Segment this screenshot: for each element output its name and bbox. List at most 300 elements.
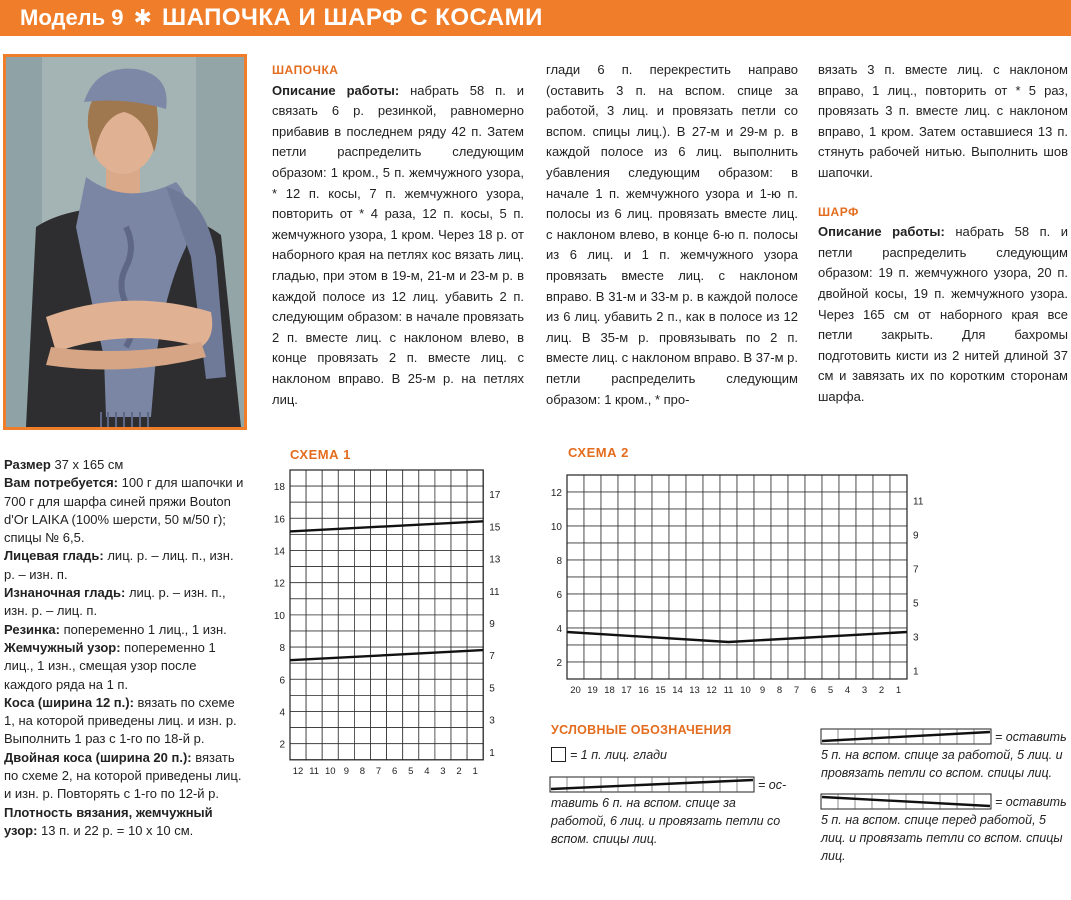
schema2-cell — [686, 662, 703, 679]
schema2-cell — [686, 594, 703, 611]
schema2-cell — [771, 577, 788, 594]
schema1-cell — [290, 695, 306, 711]
schema2-cell — [856, 594, 873, 611]
schema1-cell — [387, 679, 403, 695]
schema2-bottom-label: 20 — [570, 685, 581, 696]
schema2-left-label: 2 — [556, 658, 562, 669]
schema1-cell — [419, 599, 435, 615]
schema2-cell — [771, 611, 788, 628]
model-photo — [3, 54, 247, 430]
schema1-cell — [451, 518, 467, 534]
schema2-right-label: 3 — [913, 632, 919, 644]
schema2-bottom-label: 16 — [638, 685, 649, 696]
schema1-cell — [371, 534, 387, 550]
schema2-cell — [737, 526, 754, 543]
schema2-cell — [737, 509, 754, 526]
schema1-cell — [322, 502, 338, 518]
schema1-cell — [338, 534, 354, 550]
schema2-cell — [686, 475, 703, 492]
schema1-cell — [306, 631, 322, 647]
schema1-cell — [322, 728, 338, 744]
schema2-cell — [873, 645, 890, 662]
schema2-cell — [890, 560, 907, 577]
schema2-cell — [839, 509, 856, 526]
schema1-cell — [403, 679, 419, 695]
schema1-cell — [306, 470, 322, 486]
schema2-cell — [771, 509, 788, 526]
schema2-cell — [890, 526, 907, 543]
schema2-cell — [822, 560, 839, 577]
schema1-cell — [338, 679, 354, 695]
schema2-right-label: 11 — [913, 496, 924, 508]
schema2-left-label: 10 — [550, 522, 562, 533]
schema2-cell — [618, 543, 635, 560]
spec-materials: Вам потребуется: 100 г для шапочки и 700 г для шарфа синей пряжи Bouton d'Or LAIKA (100% шерсти, 50 м/50 г); спицы № 6,5. — [4, 475, 244, 546]
schema1-cell — [451, 470, 467, 486]
schema1-cell — [290, 615, 306, 631]
schema2-cell — [873, 611, 890, 628]
schema1-cell — [387, 744, 403, 760]
schema2-cell — [788, 594, 805, 611]
legend-cross-5-back-icon — [820, 728, 992, 746]
schema1-cell — [403, 583, 419, 599]
schema1-cell — [306, 695, 322, 711]
schema1-right-label: 11 — [489, 586, 500, 598]
star-icon: ✱ — [133, 5, 152, 30]
schema1-cell — [338, 470, 354, 486]
schema2-cell — [839, 594, 856, 611]
schema1-cell — [306, 744, 322, 760]
schema1-cell — [387, 631, 403, 647]
schema1-cell — [306, 583, 322, 599]
schema1-cell — [387, 583, 403, 599]
schema1-cell — [338, 615, 354, 631]
schema2-cell — [754, 560, 771, 577]
schema2-cell — [822, 509, 839, 526]
schema2-cell — [567, 645, 584, 662]
schema2-cell — [686, 645, 703, 662]
schema2-cell — [805, 526, 822, 543]
schema1-right-label: 17 — [489, 490, 501, 502]
schema1-cell — [338, 599, 354, 615]
schema2-cell — [618, 662, 635, 679]
schema1-cell — [387, 712, 403, 728]
schema2-cell — [635, 577, 652, 594]
schema1-cell — [322, 615, 338, 631]
schema2-cell — [635, 560, 652, 577]
schema2-cell — [771, 662, 788, 679]
schema1-cell — [403, 631, 419, 647]
schema2-cell — [754, 475, 771, 492]
schema1-bottom-label: 8 — [359, 765, 366, 777]
schema2-cell — [652, 509, 669, 526]
spec-gauge: Плотность вязания, жемчужный узор: 13 п. и 22 р. = 10 х 10 см. — [4, 804, 213, 838]
schema2-cell — [805, 509, 822, 526]
schema2-cell — [669, 594, 686, 611]
schema1-cell — [354, 744, 370, 760]
schema1-cell — [322, 583, 338, 599]
schema2-cell — [822, 526, 839, 543]
schema2-cell — [669, 611, 686, 628]
schema2-cell — [771, 526, 788, 543]
schema1-right-label: 5 — [489, 683, 495, 695]
hat-text-3: вязать 3 п. вместе лиц. с наклоном вправо, 1 лиц., повторить от * 5 раз, провязать 3 п. вместе лиц. с наклоном вправо, 1 кром. Затем оставшиеся 13 п. стянуть рабочей нитью. Выполнить шов шапочки. — [818, 62, 1068, 180]
schema2-cell — [567, 594, 584, 611]
spec-ribbing: Резинка: попеременно 1 лиц., 1 изн. — [4, 621, 227, 637]
schema1-cell — [322, 631, 338, 647]
schema2-cell — [873, 594, 890, 611]
schema1-cell — [290, 502, 306, 518]
schema1-cell — [451, 663, 467, 679]
schema2-cell — [703, 543, 720, 560]
schema1-cell — [467, 470, 483, 486]
schema2-cell — [652, 645, 669, 662]
schema1-cell — [467, 486, 483, 502]
schema1-cell — [419, 695, 435, 711]
schema2-cell — [618, 560, 635, 577]
schema2-cell — [635, 526, 652, 543]
schema2-cell — [890, 645, 907, 662]
schema2-cell — [720, 662, 737, 679]
schema2-bottom-label: 18 — [604, 685, 615, 696]
schema1-cell — [338, 728, 354, 744]
schema1-cell — [290, 599, 306, 615]
schema2-cell — [652, 594, 669, 611]
schema2-cell — [652, 611, 669, 628]
schema2-right-label: 7 — [913, 564, 919, 576]
schema2-cell — [805, 560, 822, 577]
woman-photo-illustration — [6, 57, 244, 427]
schema1-cell — [467, 728, 483, 744]
schema2-cell — [873, 628, 890, 645]
schema1-cell — [387, 470, 403, 486]
schema1-cell — [338, 631, 354, 647]
schema1-cell — [322, 663, 338, 679]
schema2-cell — [805, 594, 822, 611]
schema1-cell — [419, 631, 435, 647]
schema2-cell — [584, 611, 601, 628]
spec-stockinette: Лицевая гладь: лиц. р. – лиц. п., изн. р. – изн. п. — [4, 548, 234, 582]
schema2-cell — [873, 475, 890, 492]
schema2-cell — [669, 475, 686, 492]
specs-list — [4, 456, 248, 840]
schema2-bottom-label: 6 — [810, 685, 817, 696]
schema1-left-label: 8 — [279, 643, 285, 655]
schema2-bottom-label: 10 — [740, 685, 751, 696]
schema2-cell — [737, 662, 754, 679]
schema2-cell — [652, 662, 669, 679]
schema2-cell — [635, 594, 652, 611]
schema1-cell — [451, 695, 467, 711]
schema2-cell — [669, 577, 686, 594]
schema1-cell — [435, 728, 451, 744]
schema2-cell — [567, 509, 584, 526]
schema1-cell — [387, 599, 403, 615]
schema1-cell — [354, 599, 370, 615]
schema2-bottom-label: 7 — [793, 685, 800, 696]
schema1-cell — [371, 551, 387, 567]
schema1-cell — [322, 712, 338, 728]
schema1-cell — [467, 567, 483, 583]
schema2-cell — [839, 526, 856, 543]
schema2-cell — [584, 526, 601, 543]
hat-column-1 — [272, 60, 524, 410]
schema1-cell — [467, 502, 483, 518]
schema1-cell — [371, 599, 387, 615]
schema2-cell — [771, 628, 788, 645]
schema2-cell — [788, 560, 805, 577]
schema2-cell — [584, 577, 601, 594]
schema1-cell — [451, 679, 467, 695]
schema1-cell — [306, 663, 322, 679]
schema1-cell — [306, 567, 322, 583]
schema1-cell — [338, 583, 354, 599]
schema2-cell — [703, 645, 720, 662]
schema2-cell — [567, 526, 584, 543]
schema2-cell — [567, 628, 584, 645]
schema1-cell — [290, 486, 306, 502]
schema2-cell — [567, 475, 584, 492]
schema1-cell — [290, 534, 306, 550]
schema2-cell — [686, 577, 703, 594]
schema1-cell — [322, 470, 338, 486]
schema1-cell — [435, 744, 451, 760]
schema1-cell — [371, 712, 387, 728]
schema1-cell — [387, 567, 403, 583]
schema2-bottom-label: 12 — [706, 685, 717, 696]
schema1-title: СХЕМА 1 — [290, 447, 351, 462]
schema1-cell — [403, 534, 419, 550]
schema2-cell — [669, 526, 686, 543]
schema2-cell — [601, 628, 618, 645]
schema2-cell — [601, 577, 618, 594]
schema1-cell — [322, 486, 338, 502]
schema2-cell — [737, 475, 754, 492]
schema1-cell — [419, 502, 435, 518]
schema2-cell — [805, 577, 822, 594]
schema2-cell — [584, 492, 601, 509]
schema1-cell — [338, 518, 354, 534]
schema1-left-label: 4 — [279, 707, 285, 719]
schema1-cell — [371, 486, 387, 502]
schema2-cell — [669, 509, 686, 526]
schema2-cell — [856, 526, 873, 543]
schema2-cell — [652, 543, 669, 560]
schema2-cell — [703, 509, 720, 526]
schema1-bottom-label: 5 — [408, 765, 414, 777]
schema2-cell — [754, 645, 771, 662]
legend-cross-6-icon — [549, 776, 755, 794]
schema1-cell — [371, 502, 387, 518]
schema1-cell — [371, 615, 387, 631]
schema2-cell — [873, 526, 890, 543]
schema2-cell — [754, 594, 771, 611]
schema1-bottom-label: 11 — [309, 765, 320, 777]
schema2-cell — [720, 509, 737, 526]
schema1-cell — [419, 647, 435, 663]
schema1-cell — [403, 599, 419, 615]
schema1-cell — [451, 647, 467, 663]
schema2-cell — [567, 543, 584, 560]
schema2-left-label: 6 — [556, 590, 562, 601]
schema2-left-label: 4 — [556, 624, 562, 635]
schema1-cell — [290, 679, 306, 695]
schema1-cell — [451, 567, 467, 583]
schema2-cell — [720, 526, 737, 543]
schema1-cell — [371, 663, 387, 679]
schema2-cell — [669, 492, 686, 509]
schema1-cell — [387, 551, 403, 567]
schema2-bottom-label: 4 — [844, 685, 851, 696]
schema1-cell — [403, 567, 419, 583]
schema2-cell — [584, 594, 601, 611]
schema2-cell — [567, 662, 584, 679]
schema2-right-label: 5 — [913, 598, 919, 610]
schema2-cell — [873, 662, 890, 679]
schema2-cell — [737, 645, 754, 662]
schema2-cell — [754, 492, 771, 509]
schema2-cell — [754, 509, 771, 526]
schema2-cell — [720, 611, 737, 628]
schema1-cell — [306, 502, 322, 518]
legend-cross-5-front-icon — [820, 793, 992, 811]
schema2-cell — [839, 560, 856, 577]
schema2-cell — [720, 577, 737, 594]
schema2-cell — [652, 577, 669, 594]
schema1-cell — [338, 486, 354, 502]
legend-item-2-eq: = ос- — [758, 778, 787, 792]
schema2-cell — [584, 543, 601, 560]
schema1-cell — [419, 551, 435, 567]
schema2-cell — [788, 543, 805, 560]
schema1-cell — [354, 728, 370, 744]
schema2-cell — [618, 577, 635, 594]
schema2-cell — [822, 662, 839, 679]
schema2-cell — [771, 475, 788, 492]
schema2-cell — [822, 594, 839, 611]
schema2-cell — [805, 543, 822, 560]
schema1-cell — [467, 712, 483, 728]
schema2-cell — [601, 526, 618, 543]
schema2-cell — [839, 492, 856, 509]
schema1-cell — [354, 615, 370, 631]
schema1-cell — [306, 551, 322, 567]
schema1-cell — [338, 551, 354, 567]
schema1-cell — [467, 599, 483, 615]
schema2-cell — [601, 594, 618, 611]
schema1-cell — [435, 647, 451, 663]
hat-text-2: глади 6 п. перекрестить направо (оставить 3 п. на вспом. спице за работой, 3 лиц. и провязать петли со вспом. спицы лиц.). В 27-м и 29-м р. в каждой полосе из 6 лиц. выполнить убавления следующим образом: в начале 1 п. жемчужного узора и 1-ю п. полосы из 6 лиц. провязать вместе лиц. с наклоном влево, в конце 6-ю п. полосы из 6 лиц. и 1 п. жемчужного узора провязать вместе лиц. с наклоном вправо. В 31-м и 33-м р. в каждой полосе из 6 лиц. убавить 2 п., как в полосе из 12 лиц. В 35-м р. провязывать по 2 п. вместе лиц. с наклоном вправо. В 37-м р. петли распределить следующим образом: 1 кром., * про- — [546, 62, 798, 407]
schema1-cell — [419, 567, 435, 583]
schema1-left-label: 18 — [273, 482, 285, 494]
page-header — [0, 0, 1071, 36]
schema1-cell — [403, 470, 419, 486]
schema1-left-label: 14 — [273, 546, 285, 558]
schema2-cell — [720, 645, 737, 662]
schema2-cell — [788, 526, 805, 543]
schema1-cell — [322, 551, 338, 567]
schema2-cell — [754, 611, 771, 628]
schema2-cell — [873, 577, 890, 594]
schema2-title: СХЕМА 2 — [568, 445, 629, 460]
schema1-cell — [306, 712, 322, 728]
schema2-cell — [720, 475, 737, 492]
schema1-cell — [419, 663, 435, 679]
schema2-bottom-label: 11 — [723, 685, 734, 696]
schema2-cell — [805, 662, 822, 679]
schema1-cell — [371, 728, 387, 744]
schema2-cell — [890, 628, 907, 645]
schema1-cell — [354, 567, 370, 583]
schema2-cell — [567, 560, 584, 577]
schema2-cell — [754, 526, 771, 543]
schema2-cell — [635, 645, 652, 662]
schema2-cell — [720, 560, 737, 577]
schema2-cell — [771, 543, 788, 560]
schema1-bottom-label: 12 — [292, 765, 304, 777]
schema1-right-label: 1 — [489, 747, 495, 759]
schema1-cell — [419, 583, 435, 599]
schema1-cell — [435, 486, 451, 502]
schema2-cell — [686, 611, 703, 628]
schema2-cell — [839, 475, 856, 492]
schema1-cell — [306, 728, 322, 744]
schema2-cell — [686, 492, 703, 509]
schema1-cell — [435, 502, 451, 518]
schema2-cell — [788, 611, 805, 628]
scarf-text: набрать 58 п. и петли распределить следующим образом: 19 п. жемчужного узора, 20 п. двойной косы, 19 п. жемчужного узора. Через 165 см от наборного края все петли закрыть. Для бахромы подготовить кисти из 2 нитей длиной 37 см и завязать их по коротким сторонам шарфа. — [818, 224, 1068, 404]
schema2-cell — [652, 560, 669, 577]
schema2-cell — [567, 611, 584, 628]
schema1-cell — [354, 583, 370, 599]
schema1-cell — [306, 486, 322, 502]
page-title: ШАПОЧКА И ШАРФ С КОСАМИ — [161, 4, 543, 31]
schema2-cell — [788, 475, 805, 492]
schema2-bottom-label: 1 — [895, 685, 902, 696]
schema1-bottom-label: 2 — [456, 765, 462, 777]
schema2-cell — [856, 577, 873, 594]
schema1-cell — [419, 534, 435, 550]
schema1-cell — [322, 518, 338, 534]
schema1-cell — [467, 551, 483, 567]
spec-size: Размер 37 х 165 см — [4, 457, 124, 472]
schema1-cell — [306, 647, 322, 663]
schema1-right-label: 9 — [489, 618, 495, 630]
schema2-cell — [890, 492, 907, 509]
schema1-cell — [338, 567, 354, 583]
schema1-cell — [338, 647, 354, 663]
schema1-cell — [290, 663, 306, 679]
schema2-cell — [856, 475, 873, 492]
schema1-cell — [338, 663, 354, 679]
schema1-cell — [371, 583, 387, 599]
schema2-cell — [584, 645, 601, 662]
schema1-cell — [354, 695, 370, 711]
scarf-section-title: ШАРФ — [818, 204, 859, 219]
schema2-cell — [703, 594, 720, 611]
schema1-cell — [435, 599, 451, 615]
schema1-left-label: 12 — [273, 578, 285, 590]
schema1-cell — [354, 470, 370, 486]
schema2-cell — [822, 543, 839, 560]
schema2-bottom-label: 15 — [655, 685, 666, 696]
legend-item-4-text: 5 п. на вспом. спице перед работой, 5 лиц. и провязать петли со вспом. спицы лиц. — [821, 813, 1063, 863]
schema2-cell — [805, 611, 822, 628]
schema2-cell — [601, 475, 618, 492]
legend-square-icon — [551, 747, 567, 763]
schema1-cell — [306, 534, 322, 550]
schema1-right-label: 13 — [489, 554, 501, 566]
